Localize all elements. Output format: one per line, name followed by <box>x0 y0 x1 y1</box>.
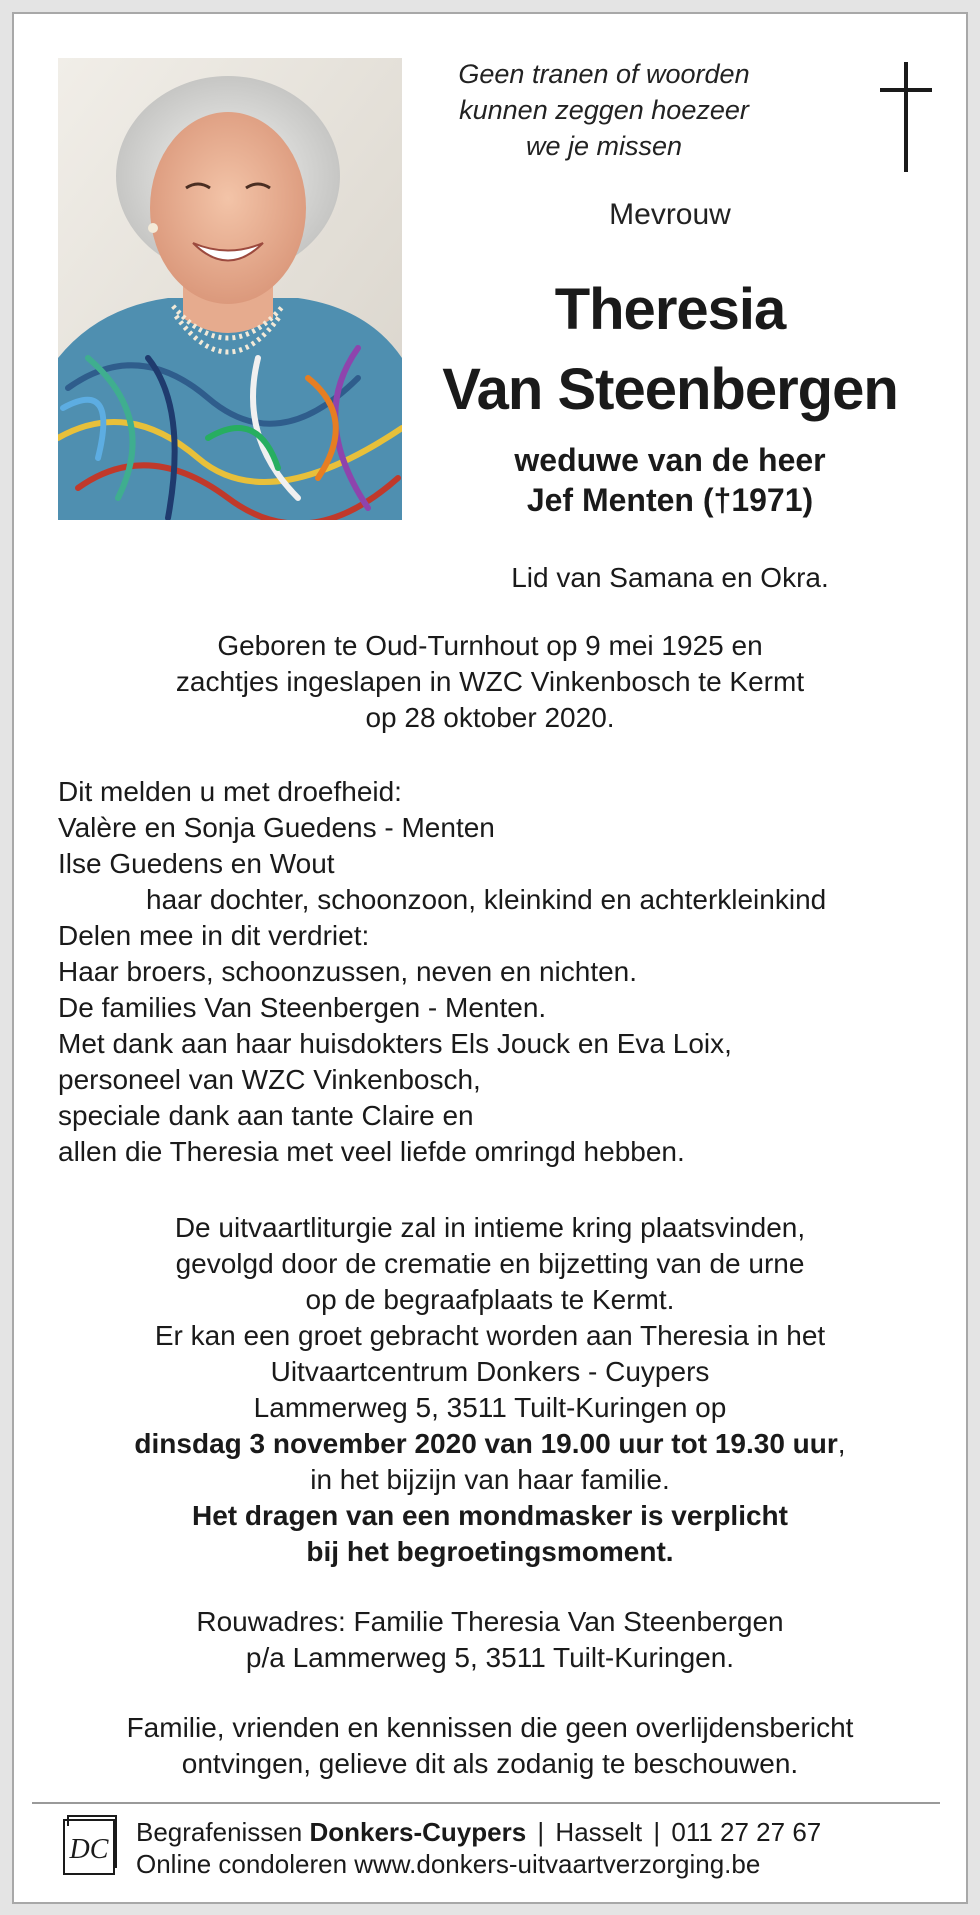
footer-phone[interactable]: 011 27 27 67 <box>671 1817 822 1847</box>
mask-notice-1: Het dragen van een mondmasker is verplicht <box>192 1500 788 1531</box>
mask-notice-2: bij het begroetingsmoment. <box>306 1536 674 1567</box>
portrait-image <box>58 58 402 520</box>
portrait-photo <box>58 58 402 520</box>
quote-line-3: we je missen <box>525 131 683 161</box>
ceremony-date-line <box>34 1426 946 1462</box>
address-line-2: p/a Lammerweg 5, 3511 Tuilt-Kuringen. <box>245 1642 735 1673</box>
family-thanks-4: allen die Theresia met veel liefde omringd hebben. <box>58 1136 685 1167</box>
address-line-1: Rouwadres: Familie Theresia Van Steenbergen <box>196 1606 784 1637</box>
funeral-home-logo <box>62 1814 118 1876</box>
deceased-first-name: Theresia <box>554 277 786 342</box>
footer-company: Donkers-Cuypers <box>309 1817 527 1847</box>
ceremony-line-1: De uitvaartliturgie zal in intieme kring plaatsvinden, <box>174 1212 806 1243</box>
family-thanks-2: personeel van WZC Vinkenbosch, <box>58 1064 481 1095</box>
ceremony-line-2: gevolgd door de crematie en bijzetting van de urne <box>175 1248 805 1279</box>
ceremony-line-8: in het bijzijn van haar familie. <box>310 1464 670 1495</box>
family-children-2: Ilse Guedens en Wout <box>58 848 335 879</box>
family-siblings: Haar broers, schoonzussen, neven en nichten. <box>58 956 638 987</box>
deceased-name <box>384 270 956 430</box>
footer-separator-1: | <box>537 1817 545 1847</box>
footer-prefix: Begrafenissen <box>136 1817 310 1847</box>
footer-online[interactable]: Online condoleren www.donkers-uitvaartverzorging.be <box>136 1849 761 1879</box>
ceremony-line-3: op de begraafplaats te Kermt. <box>305 1284 675 1315</box>
birth-line-1: Geboren te Oud-Turnhout op 9 mei 1925 en <box>217 630 763 661</box>
ceremony-line-5: Uitvaartcentrum Donkers - Cuypers <box>270 1356 710 1387</box>
ceremony-line-4: Er kan een groet gebracht worden aan Theresia in het <box>154 1320 826 1351</box>
membership: Lid van Samana en Okra. <box>511 562 829 593</box>
footer <box>136 1816 936 1880</box>
birth-line-3: op 28 oktober 2020. <box>365 702 615 733</box>
ceremony-info <box>34 1210 946 1570</box>
family-thanks-3: speciale dank aan tante Claire en <box>58 1100 474 1131</box>
quote <box>414 56 794 164</box>
family-intro: Dit melden u met droefheid: <box>58 776 402 807</box>
footer-city: Hasselt <box>555 1817 643 1847</box>
general-notice <box>34 1710 946 1782</box>
ceremony-date-suffix: , <box>837 1428 846 1459</box>
notice-line-1: Familie, vrienden en kennissen die geen overlijdensbericht <box>126 1712 854 1743</box>
family-announcement <box>58 774 958 1170</box>
family-thanks-1: Met dank aan haar huisdokters Els Jouck en Eva Loix, <box>58 1028 732 1059</box>
widow-line-2: Jef Menten (†1971) <box>526 482 814 518</box>
cross-icon <box>876 62 936 172</box>
mourning-address <box>34 1604 946 1676</box>
birth-line-2: zachtjes ingeslapen in WZC Vinkenbosch te Kermt <box>175 666 805 697</box>
family-relation: haar dochter, schoonzoon, kleinkind en achterkleinkind <box>146 884 827 915</box>
footer-company-line <box>136 1816 936 1848</box>
quote-line-2: kunnen zeggen hoezeer <box>459 95 749 125</box>
notice-line-2: ontvingen, gelieve dit als zodanig te beschouwen. <box>181 1748 799 1779</box>
widow-statement <box>384 440 956 520</box>
widow-line-1: weduwe van de heer <box>514 442 826 478</box>
family-families: De families Van Steenbergen - Menten. <box>58 992 547 1023</box>
birth-death-info <box>34 628 946 736</box>
footer-divider <box>32 1802 940 1804</box>
deceased-last-name: Van Steenbergen <box>442 357 898 422</box>
obituary-card <box>12 12 968 1904</box>
ceremony-line-6: Lammerweg 5, 3511 Tuilt-Kuringen op <box>253 1392 727 1423</box>
family-share: Delen mee in dit verdriet: <box>58 920 370 951</box>
honorific-title: Mevrouw <box>609 198 731 231</box>
family-children-1: Valère en Sonja Guedens - Menten <box>58 812 495 843</box>
logo-monogram: DC <box>69 1834 109 1865</box>
ceremony-date: dinsdag 3 november 2020 van 19.00 uur tot 19.30 uur <box>134 1428 838 1459</box>
footer-separator-2: | <box>653 1817 661 1847</box>
quote-line-1: Geen tranen of woorden <box>458 59 750 89</box>
